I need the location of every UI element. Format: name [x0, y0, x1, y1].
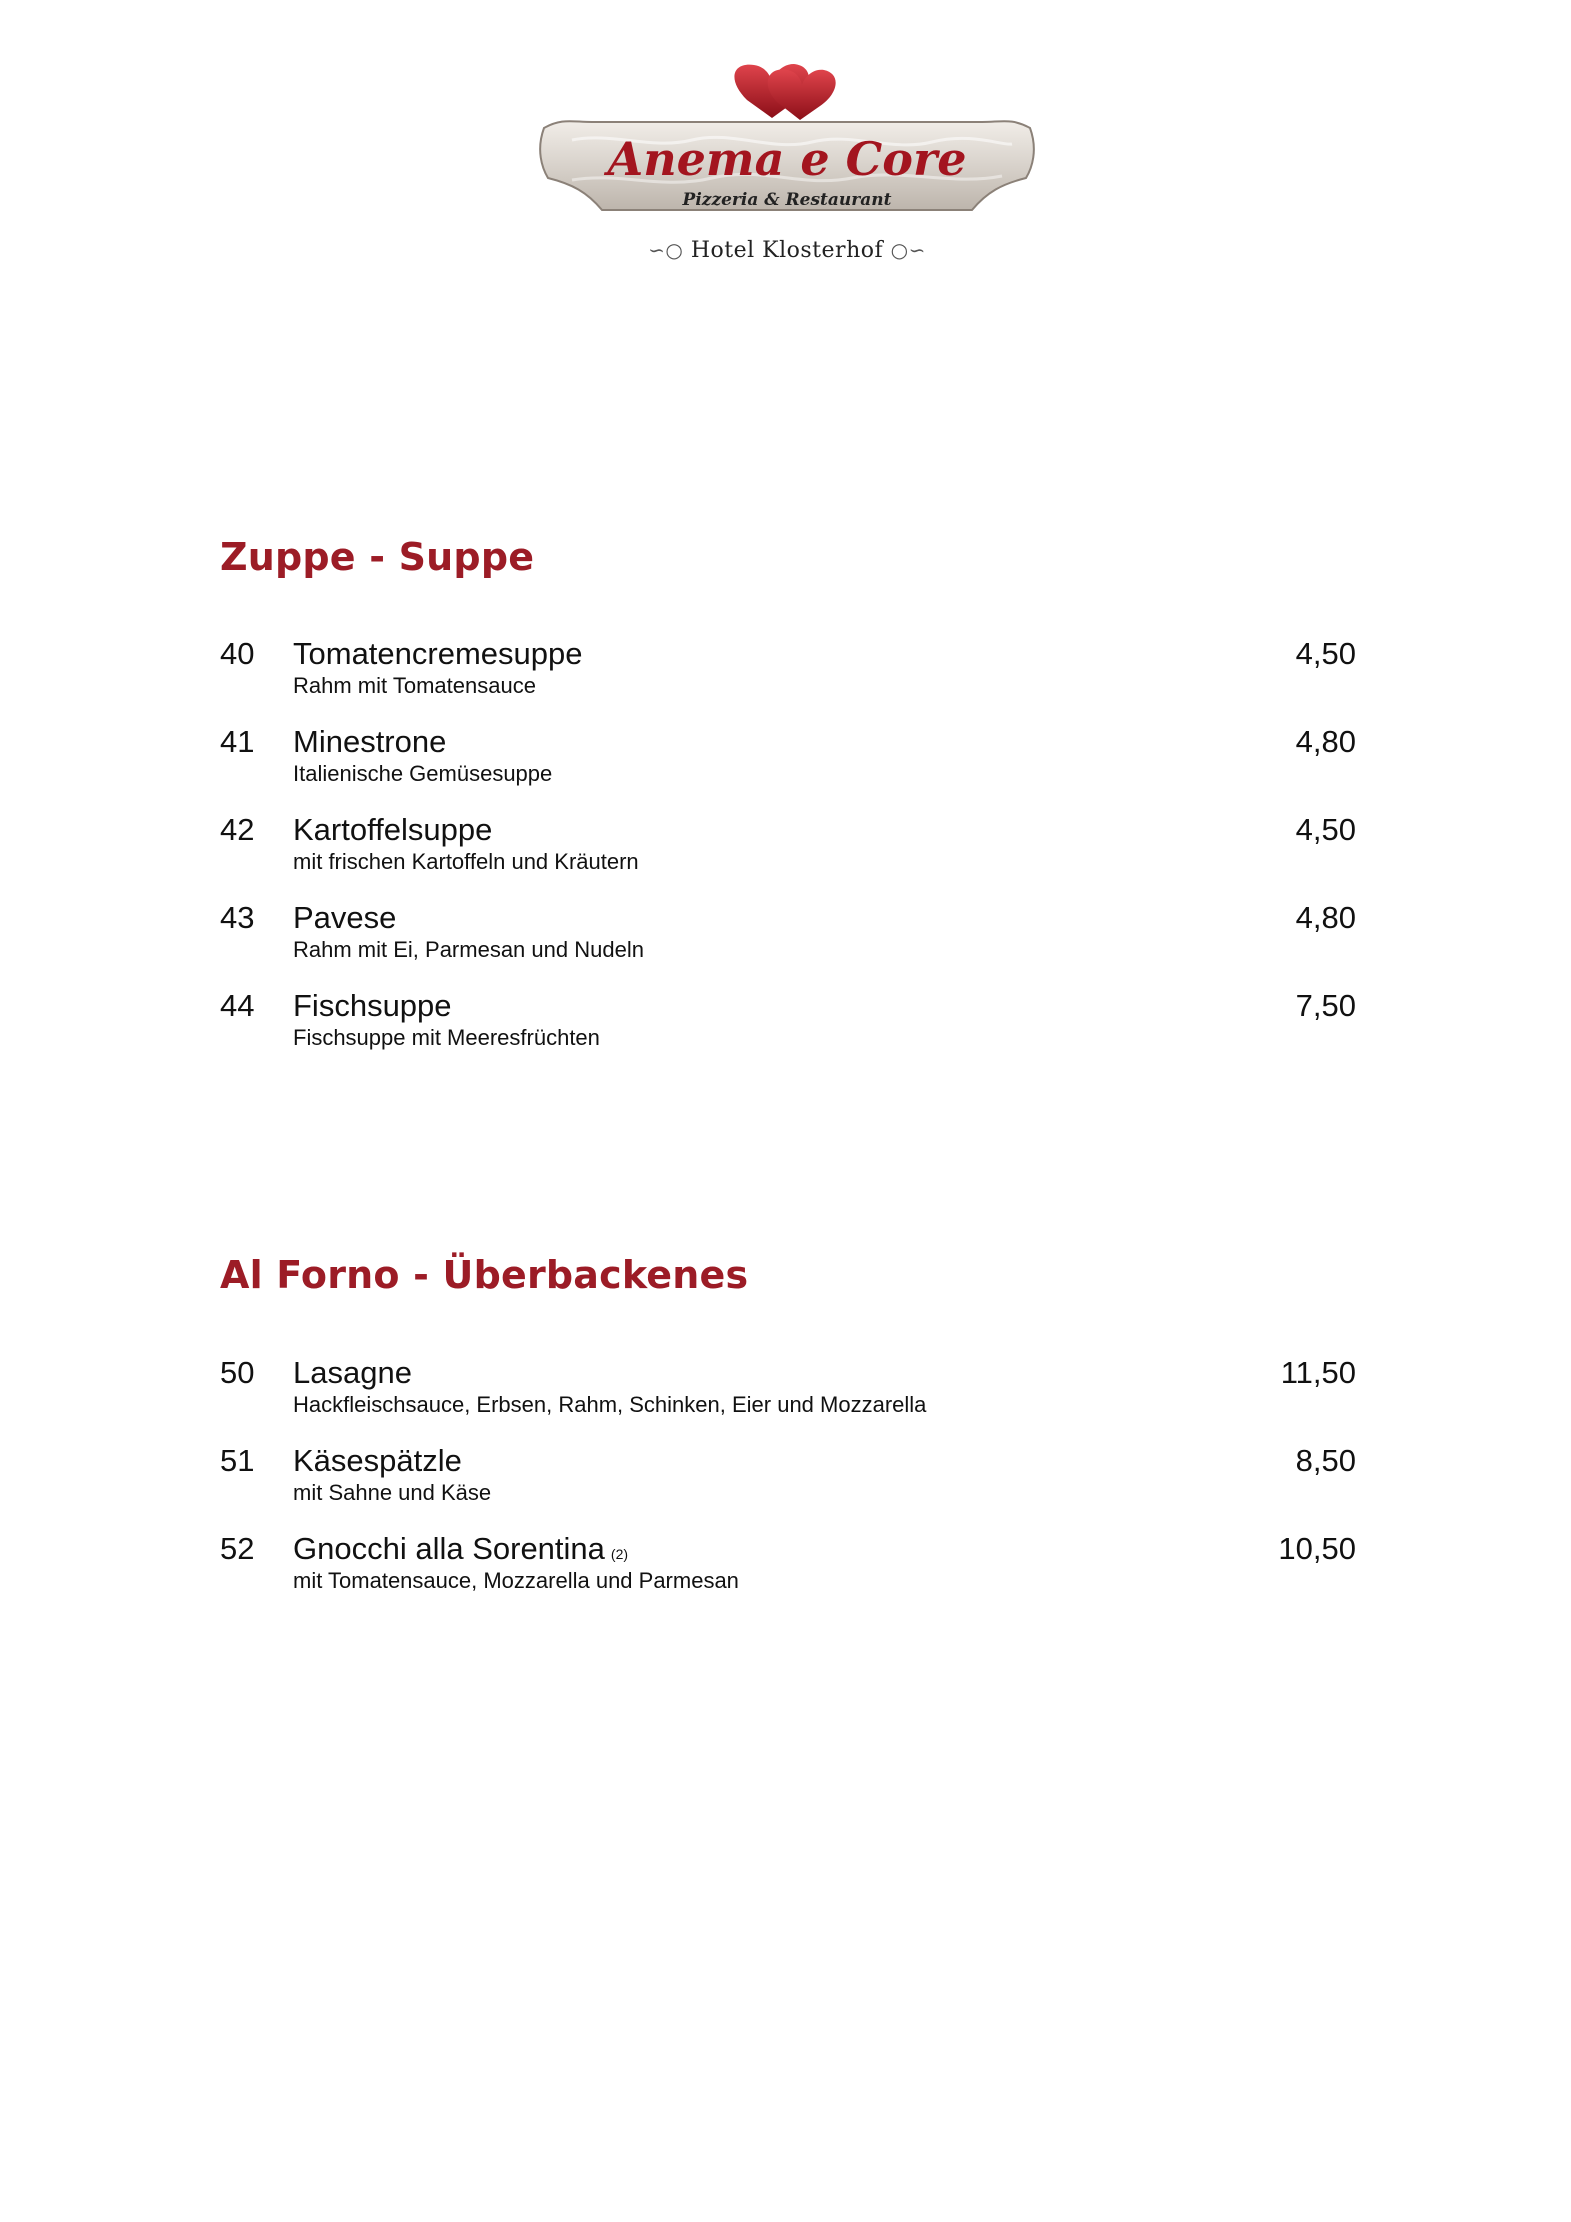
section-title-oven-dishes: Al Forno - Überbackenes	[220, 1253, 749, 1297]
item-price: 4,50	[1295, 636, 1356, 671]
item-number: 40	[220, 636, 255, 671]
section-title-soups: Zuppe - Suppe	[220, 535, 535, 579]
item-description: Rahm mit Ei, Parmesan und Nudeln	[293, 937, 644, 962]
item-price: 8,50	[1295, 1443, 1356, 1478]
ornament-right-icon: ○∽	[890, 238, 926, 262]
item-number: 51	[220, 1443, 255, 1478]
item-name: Minestrone	[293, 724, 447, 759]
item-description: mit Sahne und Käse	[293, 1480, 492, 1505]
item-number: 43	[220, 900, 255, 935]
menu-item	[220, 1355, 1356, 1435]
item-name: Käsespätzle	[293, 1443, 462, 1478]
item-name-text: Gnocchi alla Sorentina	[293, 1531, 605, 1566]
item-name: Pavese	[293, 900, 397, 935]
item-description: Fischsuppe mit Meeresfrüchten	[293, 1025, 600, 1050]
item-price: 4,50	[1295, 812, 1356, 847]
item-number: 41	[220, 724, 255, 759]
brand-tagline: Pizzeria & Restaurant	[682, 190, 892, 210]
hearts-icon	[734, 64, 835, 120]
menu-item	[220, 724, 1356, 804]
menu-item	[220, 988, 1356, 1068]
item-description: Rahm mit Tomatensauce	[293, 673, 536, 698]
item-price: 11,50	[1280, 1355, 1356, 1390]
menu-item	[220, 636, 1356, 716]
menu-item	[220, 1443, 1356, 1523]
hotel-line	[532, 238, 1042, 263]
item-number: 50	[220, 1355, 255, 1390]
item-description: mit frischen Kartoffeln und Kräutern	[293, 849, 639, 874]
item-description: Italienische Gemüsesuppe	[293, 761, 553, 786]
menu-item	[220, 812, 1356, 892]
item-price: 7,50	[1295, 988, 1356, 1023]
hotel-name: Hotel Klosterhof	[690, 238, 884, 263]
item-name: Kartoffelsuppe	[293, 812, 493, 847]
item-name: Fischsuppe	[293, 988, 452, 1023]
item-description: mit Tomatensauce, Mozzarella und Parmesan	[293, 1568, 739, 1593]
allergen-note: (2)	[610, 1546, 629, 1562]
ornament-left-icon: ∽○	[648, 238, 684, 262]
brand-name: Anema e Core	[607, 132, 967, 186]
menu-item	[220, 1531, 1356, 1611]
item-price: 10,50	[1278, 1531, 1356, 1566]
item-name: Tomatencremesuppe	[293, 636, 583, 671]
item-number: 44	[220, 988, 255, 1023]
restaurant-logo	[532, 60, 1042, 280]
item-description: Hackfleischsauce, Erbsen, Rahm, Schinken, Eier und Mozzarella	[293, 1392, 927, 1417]
item-number: 52	[220, 1531, 255, 1566]
logo-graphic	[532, 60, 1042, 235]
item-name	[293, 1531, 628, 1572]
menu-item	[220, 900, 1356, 980]
item-price: 4,80	[1295, 724, 1356, 759]
item-number: 42	[220, 812, 255, 847]
item-name: Lasagne	[293, 1355, 412, 1390]
item-price: 4,80	[1295, 900, 1356, 935]
